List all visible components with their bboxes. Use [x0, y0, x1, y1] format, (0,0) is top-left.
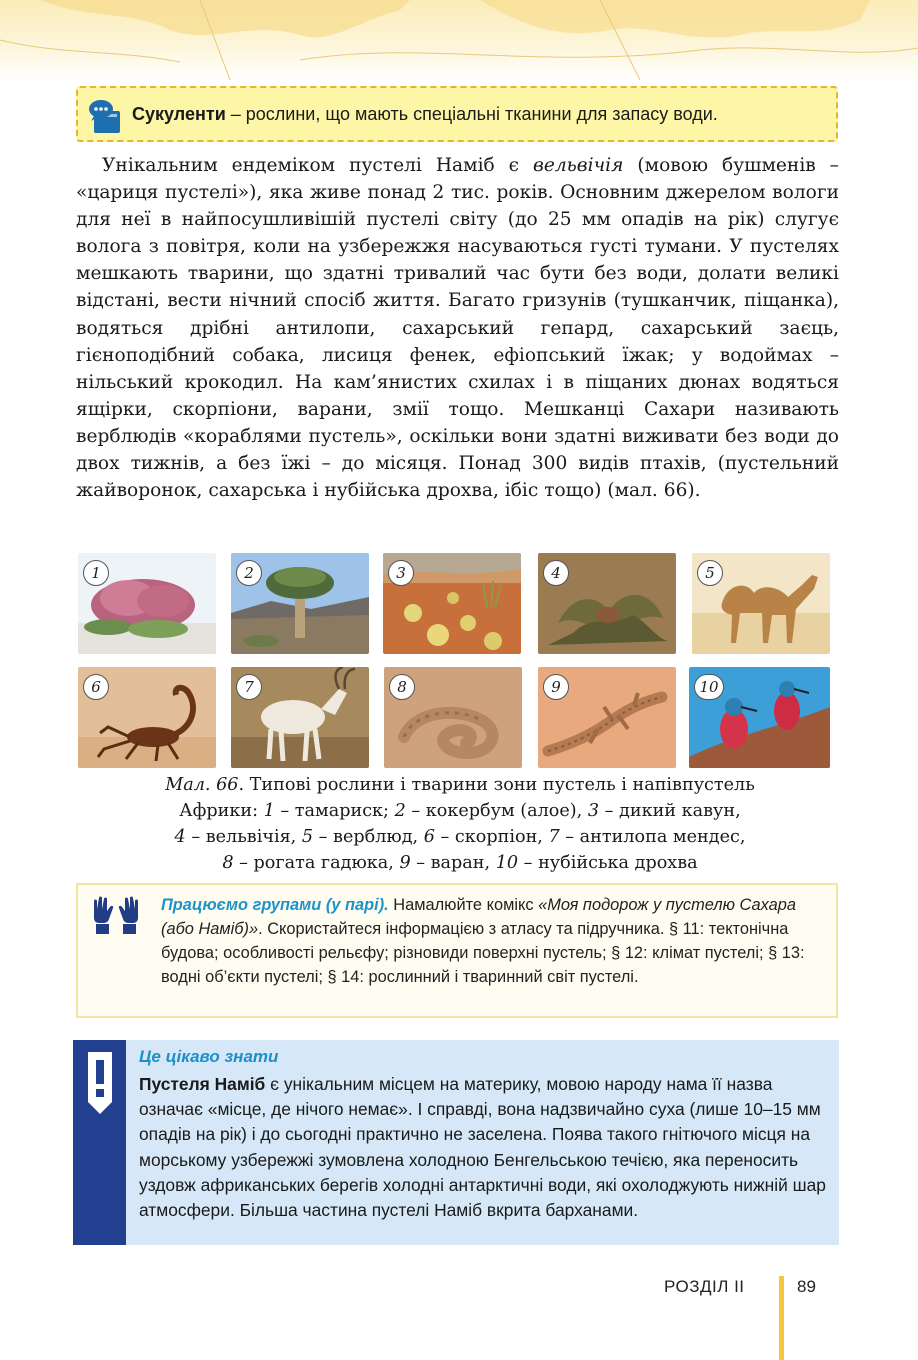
photo-carmine-bee-eaters	[689, 667, 830, 768]
decorative-map-header	[0, 0, 918, 80]
photo-wild-melon	[383, 553, 521, 654]
caption-text-2: – кокербум (алое),	[405, 801, 588, 821]
group-work-text2: . Скористайтеся інформацією з атласу та підручника. § 11: тектонічна будова; особливості рельєфу; різновиди поверхні пустель; § 12: клімат пустелі; § 13: водні об’єкти пустелі; § 14: рослинний і тваринний світ пустелі.	[161, 920, 805, 986]
figure-number-4: 4	[543, 560, 569, 586]
interesting-body: є унікальним місцем на материку, мовою народу нама її назва означає «місце, де нічого немає». І справді, вона надзвичайно суха (лише 10–15 мм опадів на рік) і до сьогодні практично не заселена. Поява такого гнітючого місця на морському узбережжі зумовлена холодною Бенгельською течією, яка переносить уздовж африканських берегів холодні антарктичні води, які охолоджують нижній шар атмосфери. Більша частина пустелі Наміб вкрита барханами.	[139, 1074, 826, 1221]
photo-scorpion	[78, 667, 216, 768]
caption-num-6: 6	[423, 827, 435, 847]
photo-horned-viper	[384, 667, 522, 768]
exclamation-icon	[86, 1052, 114, 1118]
footer-divider	[779, 1276, 784, 1360]
interesting-text	[139, 1072, 827, 1223]
caption-text-8: – рогата гадюка,	[233, 853, 400, 873]
section-label: РОЗДІЛ ІІ	[664, 1277, 745, 1296]
caption-num-2: 2	[394, 801, 406, 821]
figure-number-5: 5	[697, 560, 723, 586]
raised-hands-icon	[91, 895, 141, 941]
caption-text-6: – скорпіон,	[434, 827, 549, 847]
figure-number-8: 8	[389, 674, 415, 700]
caption-text-5: – верблюд,	[313, 827, 424, 847]
page-number: 89	[797, 1277, 816, 1296]
figure-number-1: 1	[83, 560, 109, 586]
caption-num-1: 1	[263, 801, 275, 821]
group-work-box	[76, 883, 838, 1018]
photo-monitor-lizard	[538, 667, 676, 768]
main-text-part2: (мовою бушменів – «цариця пустелі»), яка живе понад 2 тис. років. Основним джерелом вологи для неї в найпосушливішій пустелі світу (до 25 мм опадів на рік) слугує волога з повітря, коли на узбережжя насуваються густі тумани. У пустелях мешкають тварини, що здатні тривалий час бути без води, долати великі відстані, вести нічний спосіб життя. Багато гризунів (тушканчик, піщанка), водяться дрібні антилопи, сахарський гепард, сахарський заєць, гієноподібний собака, лисиця фенек, ефіопський їжак; у водоймах – нільський крокодил. На кам’янистих схилах і в піщаних дюнах водяться ящірки, скорпіони, варани, змії тощо. Мешканці Сахари називають верблюдів «кораблями пустель», оскільки вони здатні виживати без води до двох тижнів, а без їжі – до місяця. Понад 300 видів птахів, (пустельний жайворонок, сахарська і нубійська дрохва, ібіс тощо) (мал. 66).	[76, 155, 839, 502]
caption-text-9: – варан,	[410, 853, 496, 873]
photo-quiver-tree	[231, 553, 369, 654]
chat-book-icon	[86, 97, 126, 141]
figure-number-7: 7	[236, 674, 262, 700]
figure-number-10: 10	[694, 674, 724, 700]
definition-box	[76, 86, 838, 142]
main-paragraph	[76, 152, 839, 504]
map-background-graphic	[0, 0, 918, 80]
caption-num-7: 7	[548, 827, 560, 847]
caption-text-4: – вельвічія,	[185, 827, 302, 847]
interesting-side-bar	[73, 1040, 126, 1245]
caption-text-3: – дикий кавун,	[599, 801, 741, 821]
caption-num-8: 8	[222, 853, 234, 873]
main-text-term: вельвічія	[533, 155, 624, 176]
figure-number-3: 3	[388, 560, 414, 586]
main-text-part1: Унікальним ендеміком пустелі Наміб є	[102, 155, 534, 176]
caption-num-3: 3	[587, 801, 600, 821]
photo-tamarisk	[78, 553, 216, 654]
definition-body: – рослини, що мають спеціальні тканини для запасу води.	[225, 104, 718, 124]
caption-text-1: – тамариск;	[274, 801, 395, 821]
group-work-title: Працюємо групами (у парі).	[161, 896, 389, 914]
group-work-comic-title: «Моя подорож у пустелю Сахара (або Наміб)»	[161, 896, 796, 938]
group-work-text1: Намалюйте комікс	[388, 896, 539, 914]
caption-figure-ref: Мал. 66	[165, 775, 239, 795]
caption-num-4: 4	[174, 827, 186, 847]
figure-number-9: 9	[543, 674, 569, 700]
definition-term: Сукуленти	[132, 104, 226, 124]
caption-num-5: 5	[301, 827, 314, 847]
definition-text	[132, 104, 718, 125]
photo-welwitschia	[538, 553, 676, 654]
caption-text-7: – антилопа мендес,	[559, 827, 746, 847]
caption-text-10: – нубійська дрохва	[518, 853, 698, 873]
caption-num-9: 9	[399, 853, 411, 873]
group-work-text	[161, 893, 827, 989]
caption-num-10: 10	[495, 853, 519, 873]
figure-caption	[90, 772, 830, 876]
interesting-title: Це цікаво знати	[139, 1047, 279, 1066]
caption-line2-start: Африки:	[179, 801, 264, 821]
caption-line1: . Типові рослини і тварини зони пустель і напівпустель	[238, 775, 755, 795]
interesting-facts-box	[73, 1040, 839, 1245]
photo-camel	[692, 553, 830, 654]
photo-addax-antelope	[231, 667, 369, 768]
interesting-bold-term: Пустеля Наміб	[139, 1074, 266, 1094]
figure-number-2: 2	[236, 560, 262, 586]
figure-number-6: 6	[83, 674, 109, 700]
